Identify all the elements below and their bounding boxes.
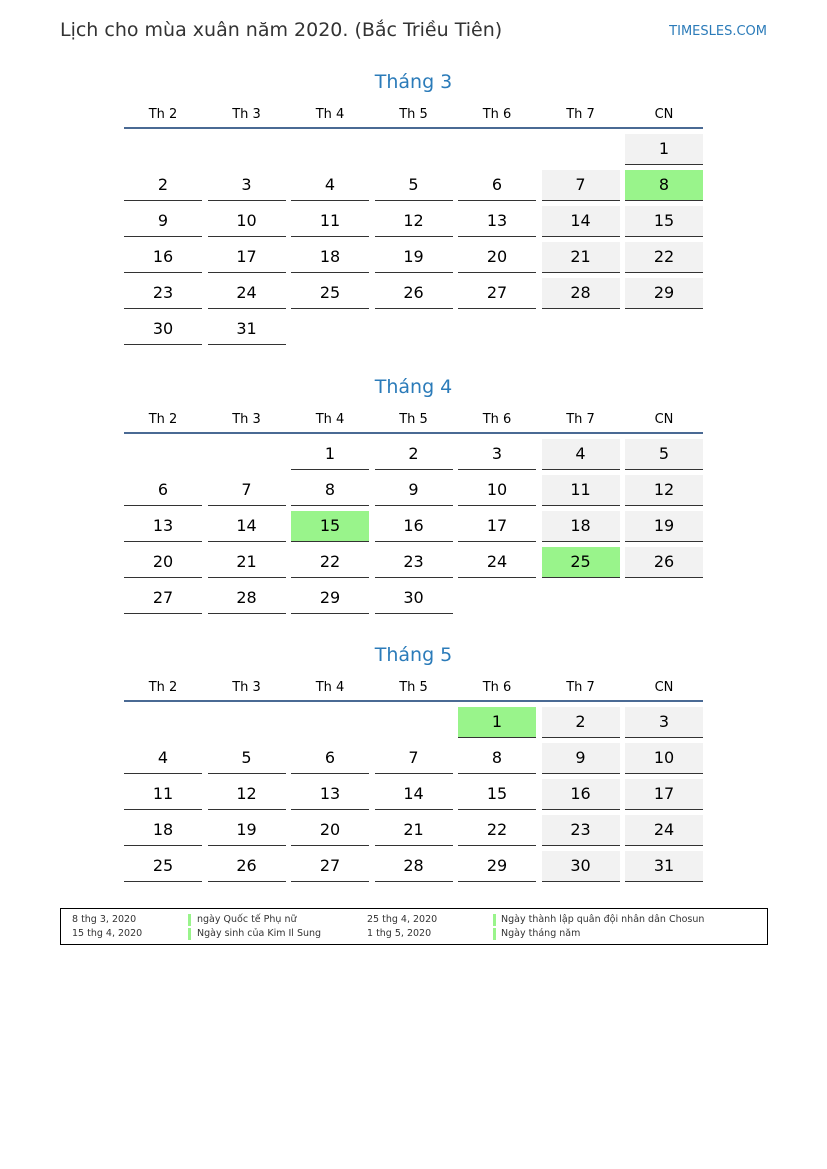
weekday-header xyxy=(124,408,703,432)
weekday-label: Th 7 xyxy=(566,412,595,427)
weekday-label: Th 3 xyxy=(232,412,261,427)
day-cell: 13 xyxy=(124,511,202,542)
holiday-day-cell: 15 xyxy=(291,511,369,542)
empty-day-cell xyxy=(542,583,620,613)
day-cell: 13 xyxy=(291,779,369,810)
empty-day-cell xyxy=(458,583,536,613)
week-row xyxy=(124,707,703,738)
day-cell: 9 xyxy=(124,206,202,237)
day-cell: 20 xyxy=(291,815,369,846)
week-row xyxy=(124,547,703,578)
day-cell: 8 xyxy=(458,743,536,774)
day-cell: 10 xyxy=(458,475,536,506)
day-cell: 31 xyxy=(625,851,703,882)
day-cell: 4 xyxy=(542,439,620,470)
weekday-label: Th 5 xyxy=(399,412,428,427)
weekday-label: Th 4 xyxy=(315,412,345,427)
day-cell: 22 xyxy=(291,547,369,578)
day-cell: 6 xyxy=(124,475,202,506)
month-title: Tháng 4 xyxy=(374,376,453,398)
day-cell: 12 xyxy=(208,779,286,810)
empty-day-cell xyxy=(375,314,453,344)
day-cell: 24 xyxy=(208,278,286,309)
day-cell: 23 xyxy=(375,547,453,578)
week-row xyxy=(124,314,703,345)
day-cell: 1 xyxy=(291,439,369,470)
day-cell: 9 xyxy=(375,475,453,506)
day-cell: 21 xyxy=(542,242,620,273)
holiday-color-marker xyxy=(493,914,496,926)
day-cell: 2 xyxy=(124,170,202,201)
day-cell: 24 xyxy=(625,815,703,846)
day-cell: 24 xyxy=(458,547,536,578)
day-cell: 10 xyxy=(625,743,703,774)
weekday-label: Th 6 xyxy=(482,680,512,695)
weekday-label: CN xyxy=(654,412,674,427)
day-cell: 17 xyxy=(458,511,536,542)
weekday-header xyxy=(124,676,703,700)
week-row xyxy=(124,743,703,774)
day-cell: 19 xyxy=(208,815,286,846)
day-cell: 12 xyxy=(375,206,453,237)
week-row xyxy=(124,475,703,506)
day-cell: 1 xyxy=(625,134,703,165)
weekday-label: CN xyxy=(654,107,674,122)
day-cell: 23 xyxy=(124,278,202,309)
day-cell: 26 xyxy=(208,851,286,882)
holiday-day-cell: 8 xyxy=(625,170,703,201)
empty-day-cell xyxy=(208,134,286,164)
weekday-label: Th 6 xyxy=(482,412,512,427)
day-cell: 6 xyxy=(458,170,536,201)
day-cell: 7 xyxy=(208,475,286,506)
empty-day-cell xyxy=(291,707,369,737)
day-cell: 18 xyxy=(124,815,202,846)
day-cell: 3 xyxy=(458,439,536,470)
week-row xyxy=(124,134,703,165)
weekday-label: Th 5 xyxy=(399,107,428,122)
page-title: Lịch cho mùa xuân năm 2020. (Bắc Triều Tiên) xyxy=(60,19,503,41)
holiday-color-marker xyxy=(188,914,191,926)
legend-date: 8 thg 3, 2020 xyxy=(72,914,137,925)
week-row xyxy=(124,439,703,470)
day-cell: 7 xyxy=(375,743,453,774)
day-cell: 30 xyxy=(375,583,453,614)
week-row xyxy=(124,242,703,273)
day-cell: 18 xyxy=(542,511,620,542)
empty-day-cell xyxy=(291,314,369,344)
empty-day-cell xyxy=(542,314,620,344)
day-cell: 20 xyxy=(458,242,536,273)
day-cell: 27 xyxy=(458,278,536,309)
day-cell: 4 xyxy=(124,743,202,774)
legend-date: 15 thg 4, 2020 xyxy=(72,928,143,939)
legend-date: 1 thg 5, 2020 xyxy=(367,928,432,939)
day-cell: 11 xyxy=(291,206,369,237)
legend-holiday-name: ngày Quốc tế Phụ nữ xyxy=(197,914,297,925)
day-cell: 29 xyxy=(625,278,703,309)
empty-day-cell xyxy=(375,134,453,164)
day-cell: 31 xyxy=(208,314,286,345)
weekday-label: Th 4 xyxy=(315,680,345,695)
holiday-legend xyxy=(60,908,768,945)
day-cell: 7 xyxy=(542,170,620,201)
day-cell: 4 xyxy=(291,170,369,201)
month-title: Tháng 5 xyxy=(374,644,453,666)
week-row xyxy=(124,278,703,309)
day-cell: 20 xyxy=(124,547,202,578)
week-row xyxy=(124,206,703,237)
weekday-label: Th 7 xyxy=(566,680,595,695)
legend-date: 25 thg 4, 2020 xyxy=(367,914,438,925)
day-cell: 30 xyxy=(542,851,620,882)
weekday-label: Th 4 xyxy=(315,107,345,122)
day-cell: 15 xyxy=(625,206,703,237)
week-row xyxy=(124,851,703,882)
weekday-label: Th 3 xyxy=(232,107,261,122)
day-cell: 2 xyxy=(542,707,620,738)
empty-day-cell xyxy=(208,439,286,469)
weekday-label: Th 2 xyxy=(148,107,178,122)
empty-day-cell xyxy=(625,583,703,613)
day-cell: 14 xyxy=(375,779,453,810)
empty-day-cell xyxy=(375,707,453,737)
empty-day-cell xyxy=(625,314,703,344)
day-cell: 16 xyxy=(375,511,453,542)
empty-day-cell xyxy=(542,134,620,164)
week-row xyxy=(124,583,703,614)
day-cell: 22 xyxy=(458,815,536,846)
day-cell: 10 xyxy=(208,206,286,237)
holiday-day-cell: 25 xyxy=(542,547,620,578)
day-cell: 3 xyxy=(208,170,286,201)
day-cell: 11 xyxy=(124,779,202,810)
day-cell: 21 xyxy=(208,547,286,578)
day-cell: 5 xyxy=(375,170,453,201)
day-cell: 16 xyxy=(542,779,620,810)
weekday-label: Th 7 xyxy=(566,107,595,122)
day-cell: 21 xyxy=(375,815,453,846)
month-title: Tháng 3 xyxy=(374,71,453,93)
day-cell: 14 xyxy=(208,511,286,542)
empty-day-cell xyxy=(124,707,202,737)
day-cell: 26 xyxy=(625,547,703,578)
day-cell: 9 xyxy=(542,743,620,774)
month-calendar xyxy=(124,372,703,619)
day-cell: 29 xyxy=(291,583,369,614)
day-cell: 15 xyxy=(458,779,536,810)
weekday-label: CN xyxy=(654,680,674,695)
day-cell: 29 xyxy=(458,851,536,882)
day-cell: 28 xyxy=(375,851,453,882)
holiday-color-marker xyxy=(188,928,191,940)
day-cell: 5 xyxy=(208,743,286,774)
month-calendar xyxy=(124,640,703,887)
brand-link[interactable]: TIMESLES.COM xyxy=(669,24,767,39)
day-cell: 25 xyxy=(291,278,369,309)
header-divider xyxy=(124,432,703,434)
week-row xyxy=(124,170,703,201)
legend-holiday-name: Ngày tháng năm xyxy=(501,928,581,939)
day-cell: 13 xyxy=(458,206,536,237)
weekday-label: Th 3 xyxy=(232,680,261,695)
day-cell: 26 xyxy=(375,278,453,309)
day-cell: 11 xyxy=(542,475,620,506)
day-cell: 2 xyxy=(375,439,453,470)
day-cell: 3 xyxy=(625,707,703,738)
day-cell: 14 xyxy=(542,206,620,237)
weekday-label: Th 5 xyxy=(399,680,428,695)
day-cell: 19 xyxy=(625,511,703,542)
day-cell: 12 xyxy=(625,475,703,506)
day-cell: 23 xyxy=(542,815,620,846)
empty-day-cell xyxy=(458,134,536,164)
day-cell: 16 xyxy=(124,242,202,273)
weekday-header xyxy=(124,103,703,127)
header-divider xyxy=(124,127,703,129)
weekday-label: Th 2 xyxy=(148,412,178,427)
day-cell: 17 xyxy=(625,779,703,810)
day-cell: 5 xyxy=(625,439,703,470)
week-row xyxy=(124,511,703,542)
empty-day-cell xyxy=(124,439,202,469)
holiday-color-marker xyxy=(493,928,496,940)
day-cell: 18 xyxy=(291,242,369,273)
weekday-label: Th 6 xyxy=(482,107,512,122)
header-divider xyxy=(124,700,703,702)
day-cell: 30 xyxy=(124,314,202,345)
day-cell: 27 xyxy=(124,583,202,614)
day-cell: 19 xyxy=(375,242,453,273)
empty-day-cell xyxy=(291,134,369,164)
holiday-day-cell: 1 xyxy=(458,707,536,738)
empty-day-cell xyxy=(124,134,202,164)
month-calendar xyxy=(124,67,703,350)
day-cell: 6 xyxy=(291,743,369,774)
week-row xyxy=(124,815,703,846)
day-cell: 8 xyxy=(291,475,369,506)
legend-holiday-name: Ngày sinh của Kim Il Sung xyxy=(197,928,322,939)
day-cell: 28 xyxy=(542,278,620,309)
week-row xyxy=(124,779,703,810)
legend-holiday-name: Ngày thành lập quân đội nhân dân Chosun xyxy=(501,914,705,925)
day-cell: 28 xyxy=(208,583,286,614)
day-cell: 27 xyxy=(291,851,369,882)
day-cell: 17 xyxy=(208,242,286,273)
empty-day-cell xyxy=(458,314,536,344)
day-cell: 25 xyxy=(124,851,202,882)
weekday-label: Th 2 xyxy=(148,680,178,695)
empty-day-cell xyxy=(208,707,286,737)
day-cell: 22 xyxy=(625,242,703,273)
